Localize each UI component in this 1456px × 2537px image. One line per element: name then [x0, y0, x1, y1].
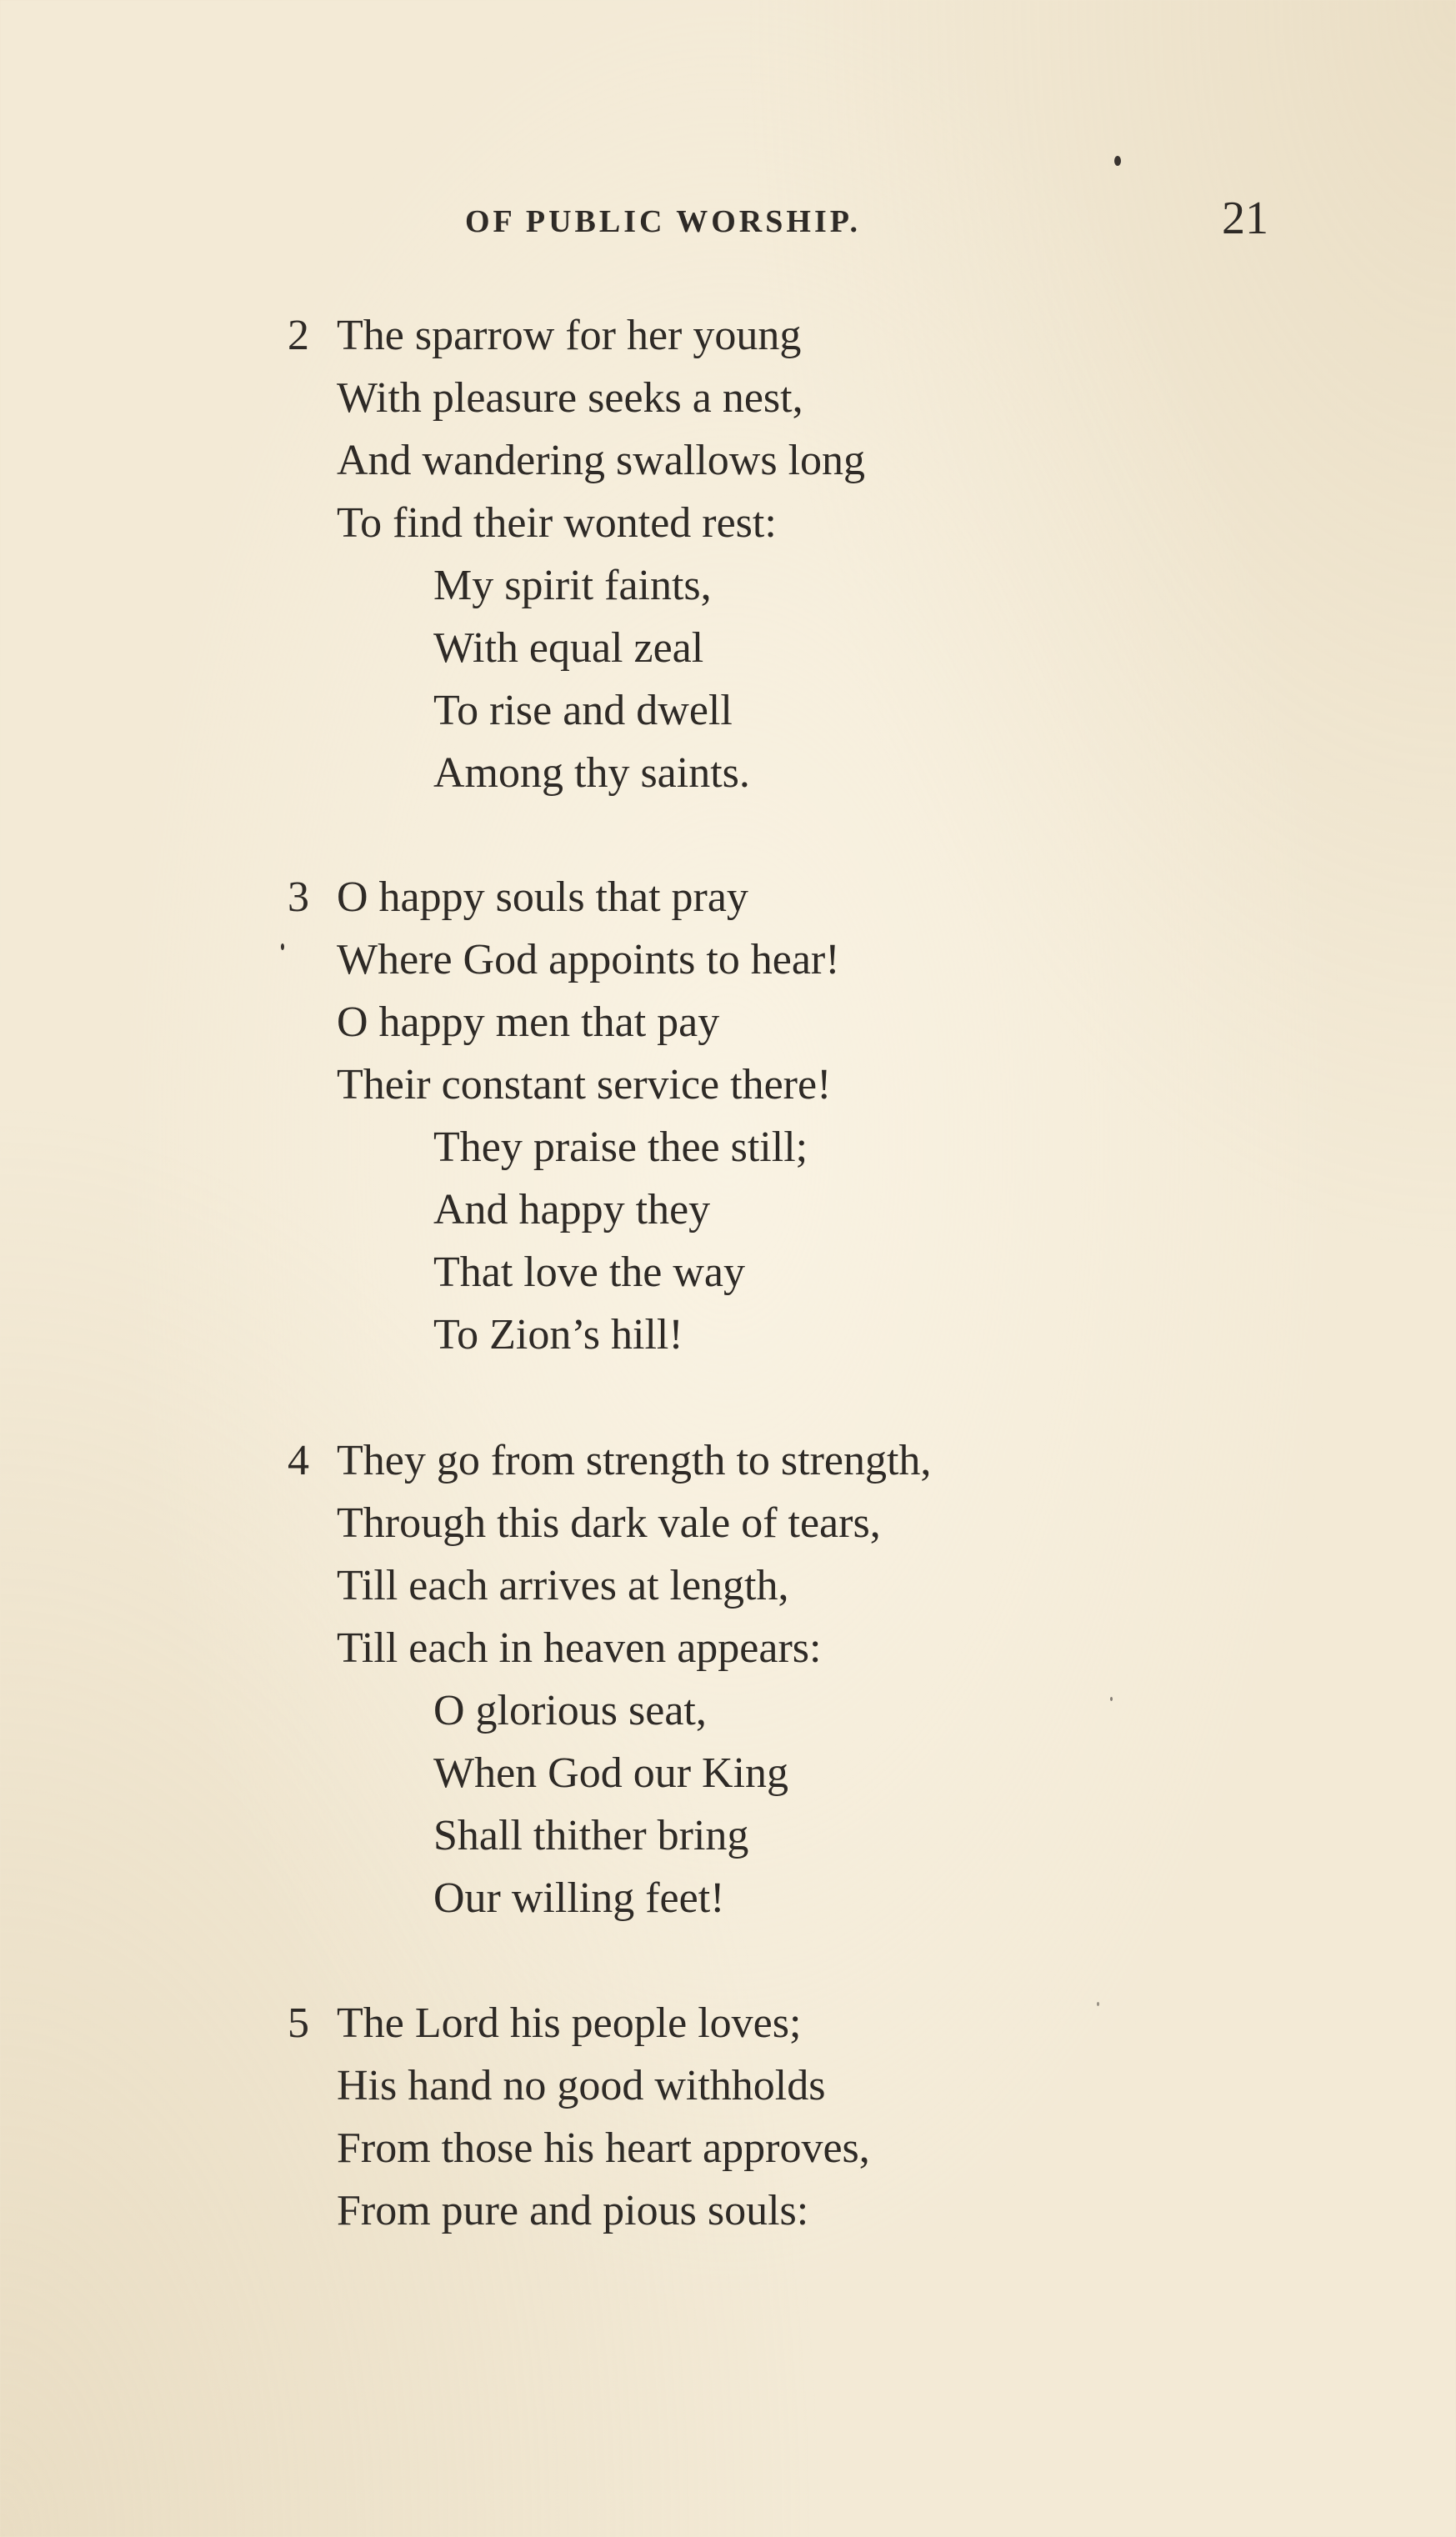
verse-line: And wandering swallows long: [337, 437, 866, 484]
verse-line: O happy men that pay: [337, 998, 720, 1046]
verse-line-indented: And happy they: [433, 1186, 711, 1233]
verse-line: With pleasure seeks a nest,: [337, 374, 803, 422]
verse-line: Till each arrives at length,: [337, 1562, 789, 1609]
stanza-4: [0, 1429, 1456, 1929]
running-head: OF PUBLIC WORSHIP.: [465, 204, 861, 239]
verse-line-indented: With equal zeal: [433, 624, 704, 672]
verse-line-indented: My spirit faints,: [433, 562, 712, 609]
page-header: [0, 190, 1456, 248]
stanza-5: [0, 1992, 1456, 2242]
verse-line-indented: O glorious seat,: [433, 1687, 707, 1734]
verse-line-indented: To rise and dwell: [433, 687, 733, 734]
page-number: 21: [1222, 193, 1268, 244]
verse-line: From those his heart approves,: [337, 2124, 870, 2172]
stanza-number: 4: [288, 1437, 309, 1484]
paper-speck: [1097, 2002, 1099, 2006]
stanza-2: [0, 304, 1456, 804]
verse-line: Where God appoints to hear!: [337, 936, 840, 983]
verse-line-indented: Among thy saints.: [433, 749, 750, 797]
verse-line-indented: Shall thither bring: [433, 1812, 749, 1859]
verse-line-indented: That love the way: [433, 1248, 745, 1296]
verse-line: To find their wonted rest:: [337, 499, 777, 547]
verse-line: O happy souls that pray: [337, 873, 748, 921]
paper-speck: [1114, 156, 1121, 166]
verse-line: Their constant service there!: [337, 1061, 832, 1108]
verse-line-indented: Our willing feet!: [433, 1874, 725, 1922]
verse-line: The sparrow for her young: [337, 312, 802, 359]
stanza-number: 5: [288, 1999, 309, 2047]
verse-line: His hand no good withholds: [337, 2062, 826, 2109]
verse-line: They go from strength to strength,: [337, 1437, 932, 1484]
verse-line: The Lord his people loves;: [337, 1999, 802, 2047]
verse-line: Through this dark vale of tears,: [337, 1499, 881, 1547]
verse-line: From pure and pious souls:: [337, 2187, 809, 2234]
paper-speck: [1110, 1697, 1113, 1701]
verse-line: Till each in heaven appears:: [337, 1624, 822, 1672]
stanza-number: 2: [288, 312, 309, 359]
verse-line-indented: To Zion’s hill!: [433, 1311, 683, 1359]
stanza-3: [0, 866, 1456, 1366]
paper-speck: [281, 943, 284, 950]
verse-line-indented: When God our King: [433, 1749, 789, 1797]
verse-line-indented: They praise thee still;: [433, 1123, 808, 1171]
stanza-number: 3: [288, 873, 309, 921]
